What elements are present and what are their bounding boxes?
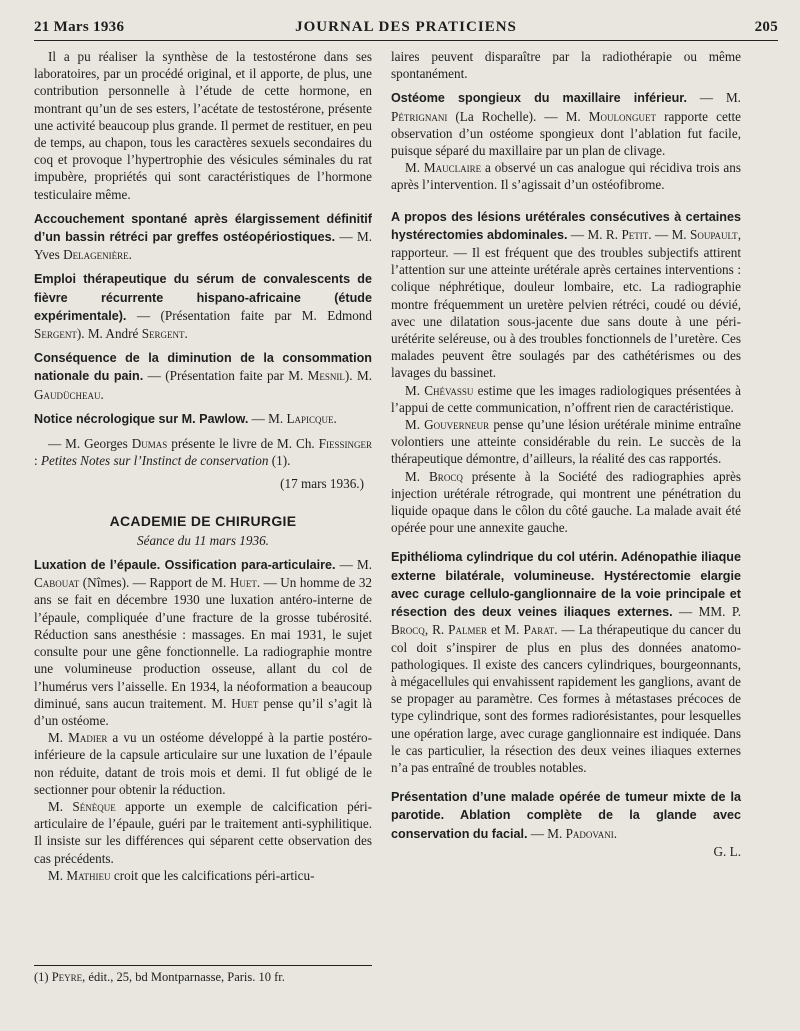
item-ureteral: A propos des lésions urétérales consécutives à certaines hystérectomies abdominales. — M. R. Petit. — M. Soupault, rapporteur. — Il est fréquent que des troubles subjectifs attirent l’attention sur une atteinte urétérale après certaines interventions : colique néphrétique, douleur lombaire, etc. La radiographie montre fréquemment un uretère pelvien rétréci, coudé ou dévié, avec une dilatation sous-jacente due sans doute à une péri-urétérite seléreuse, ou à des troubles fonctionnels de l’uretère. Ces malades peuvent être soulagés par des cathétérismes ou des lavages du bassinet. bbox=[391, 209, 741, 381]
item-luxation: Luxation de l’épaule. Ossification para-articulaire. — M. Cabouat (Nîmes). — Rapport de M. Huet. — Un homme de 32 ans se fait en décembre 1930 une luxation antéro-interne de l’épaule, compliquée d’une fracture de la grosse tubérosité. Réduction sans anesthésie : massages. En mai 1931, le sujet consulte pour une gêne fonctionnelle. La radiographie montre une volumineuse production osseuse, allant du col de l’humérus vers l’aisselle. En 1934, la néoformation a beaucoup diminué, sans aucun traitement. M. Huet pense qu’il s’agit là d’un ostéome. bbox=[34, 557, 373, 728]
header-journal-title: JOURNAL DES PRATICIENS bbox=[295, 19, 517, 35]
item-title: Accouchement spontané après élargissement définitif d’un bassin rétréci par greffes ostéopériostiques. bbox=[34, 211, 372, 245]
left-column bbox=[34, 48, 372, 884]
item-parotide: Présentation d’une malade opérée de tumeur mixte de la parotide. Ablation complète de la glande avec conservation du facial. — M. Padovani. bbox=[391, 790, 741, 841]
author-name: Sergent bbox=[34, 326, 77, 342]
item-title: A propos des lésions urétérales consécutives à certaines hystérectomies abdominales. bbox=[391, 209, 741, 242]
item-pawlow: Notice nécrologique sur M. Pawlow. — M. Lapicque. bbox=[34, 410, 337, 426]
item-pain: Conséquence de la diminution de la consommation nationale du pain. — (Présentation faite par M. Mesnil). M. Gaudücheau. bbox=[34, 351, 372, 402]
signature: G. L. bbox=[713, 843, 741, 859]
paragraph-chevassu: M. Chévassu estime que les images radiologiques présentées à l’appui de cette communication, n’offrent rien de caractéristique. bbox=[391, 382, 741, 415]
paragraph-testosterone: Il a pu réaliser la synthèse de la testostérone dans ses laboratoires, par un procédé original, et il apporte, de plus, une contribution personnelle à l’étude de cette hormone, en montrant qu’un de ses esters, l’acétate de testostérone, présente une activité beaucoup plus grande. Il permet de restituer, en peu de temps, au chapon, tous les caractères sexuels secondaires du coq et provoque l’hypertrophie des vésicules séminales du rat impubère, propriétés qui sont caractéristiques de l’hormone testiculaire même. bbox=[34, 49, 372, 202]
author-name: Lapicque. bbox=[286, 410, 337, 426]
item-title: Présentation d’une malade opérée de tumeur mixte de la parotide. Ablation complète de la glande avec conservation du facial. bbox=[391, 790, 741, 841]
book-title: Petites Notes sur l’Instinct de conservation bbox=[40, 453, 269, 469]
author-name: Gaudücheau. bbox=[34, 386, 104, 402]
item-serum: Emploi thérapeutique du sérum de convalescents de fièvre récurrente hispano-africaine (étude expérimentale). — (Présentation faite par M. Edmond Sergent). M. André Sergent. bbox=[34, 272, 372, 342]
item-osteome: Ostéome spongieux du maxillaire inférieur. — M. Pétrignani (La Rochelle). — M. Moulonguet rapporte cette observation d’un ostéome spongieux dont l’ablation fut facile, puisque séparé du maxillaire par un plan de clivage. bbox=[391, 90, 741, 159]
item-title: Emploi thérapeutique du sérum de convalescents de fièvre récurrente hispano-africaine (étude expérimentale). bbox=[34, 272, 372, 323]
section-title: ACADEMIE DE CHIRURGIE bbox=[109, 512, 297, 529]
paragraph-madier: M. Madier a vu un ostéome développé à la partie postéro-inférieure de la capsule articulaire sur une luxation de l’épaule non réduite, datant de trois mois et demi. Il fut obligé de le sectionner pour obtenir la réduction. bbox=[34, 730, 372, 797]
item-title: Conséquence de la diminution de la consommation nationale du pain. bbox=[34, 351, 372, 384]
seance-date: Séance du 11 mars 1936. bbox=[137, 532, 269, 548]
footnote: (1) Peyre, édit., 25, bd Montparnasse, Paris. 10 fr. bbox=[34, 965, 372, 985]
paragraph-brocq: M. Brocq présente à la Société des radiographies après injection urétérale rétrograde, qui montrent une pénétration du liquide opaque dans le côlon du côté gauche. La malade avait été opérée pour une annexite gauche. bbox=[391, 468, 742, 536]
header-date: 21 Mars 1936 bbox=[34, 19, 125, 35]
author-name: Mesnil bbox=[307, 368, 345, 384]
item-title: Notice nécrologique sur M. Pawlow. bbox=[34, 411, 249, 426]
item-accouchement: Accouchement spontané après élargissement définitif d’un bassin rétréci par greffes ostéopériostiques. — M. Yves Delagenière. bbox=[34, 211, 372, 263]
paragraph-gouverneur: M. Gouverneur pense qu’une lésion urétérale minime entraîne volontiers une atteinte considérable du rein. Le succès de la thérapeutique démontre, d’ailleurs, la réalité des cas rapportés. bbox=[391, 417, 741, 467]
paragraph-seneque: M. Sénèque apporte un exemple de calcification péri-articulaire de l’épaule, guéri par le traitement anti-syphilitique. Il insiste sur les différences qui séparent cette observation des cas précédents. bbox=[34, 798, 372, 866]
item-title: Epithélioma cylindrique du col utérin. Adénopathie iliaque externe bilatérale, volumineuse. Hystérectomie elargie avec curage cellulo-ganglionnaire de la voie principale et résection des deux veines iliaques externes. bbox=[391, 550, 741, 620]
right-column bbox=[391, 48, 741, 860]
item-title: Ostéome spongieux du maxillaire inférieur. bbox=[391, 91, 687, 106]
paragraph-mauclaire: M. Mauclaire a observé un cas analogue qui récidiva trois ans après l’intervention. Il s’agissait d’un ostéofibrome. bbox=[391, 160, 741, 193]
dateline: (17 mars 1936.) bbox=[280, 476, 364, 492]
paragraph-continuation: laires peuvent disparaître par la radiothérapie ou même spontanément. bbox=[391, 49, 741, 82]
author-name: Sergent. bbox=[141, 326, 188, 342]
paragraph-dumas: — M. Georges Dumas présente le livre de M. Ch. Fiessinger : Petites Notes sur l’Instinct de conservation (1). bbox=[34, 436, 372, 469]
item-epithelioma: Epithélioma cylindrique du col utérin. Adénopathie iliaque externe bilatérale, volumineuse. Hystérectomie elargie avec curage cellulo-ganglionnaire de la voie principale et résection des deux veines iliaques externes. — MM. P. Brocq, R. Palmer et M. Parat. — La thérapeutique du cancer du col doit s’inspirer de plus en plus des données anatomo-pathologiques. Il existe des cancers cylindriques, bourgeonnants, à mégacellules qui envahissent rapidement les ganglions, avant de se propager au paramètre. Ces formes à métastases précoces de type cylindrique, sont des formes radiorésistantes, pour lesquelles une opération large, avec curage ganglionnaire est indiquée. Dans le cas particulier, la résection des deux veines iliaques externes n’a pas entraîné de troubles notables. bbox=[391, 550, 742, 775]
page-header bbox=[34, 16, 778, 41]
paragraph-mathieu: M. Mathieu croit que les calcifications péri-articu- bbox=[48, 867, 315, 883]
header-page-number: 205 bbox=[754, 19, 778, 35]
author-name: Delagenière. bbox=[63, 247, 132, 263]
item-title: Luxation de l’épaule. Ossification para-articulaire. bbox=[34, 558, 336, 573]
